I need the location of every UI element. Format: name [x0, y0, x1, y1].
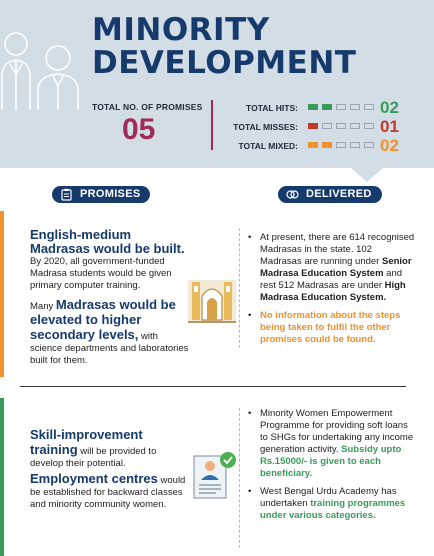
stat-bar-segment: [336, 142, 346, 148]
stat-bar-segment: [364, 123, 374, 129]
block1-column-divider: [239, 228, 240, 348]
block2-column-divider: [239, 408, 240, 548]
clipboard-icon: [60, 188, 73, 201]
block2-promise1-body: will be provided to develop their potential.: [30, 446, 157, 469]
promises-pill: [52, 186, 150, 203]
block1-promise1-body: By 2020, all government-funded Madrasa students would be given primary computer training.: [30, 256, 172, 291]
training-note: training programmes under various categories.: [260, 498, 406, 521]
promises-pill-label: PROMISES: [80, 188, 141, 200]
no-info-note: No information about the steps being taken to fulfil the other promises could be found.: [260, 310, 401, 345]
stat-bar-segment: [350, 142, 360, 148]
block2-delivered-item2: [248, 486, 416, 522]
stat-misses: [214, 119, 434, 135]
block2-promise2: [30, 472, 190, 511]
block2-promise2-body: would be established for backward classes and minority community women.: [30, 475, 186, 510]
block1-promises: [30, 228, 190, 367]
header-panel: [0, 0, 434, 168]
people-illustration-icon: [0, 14, 100, 110]
block1-promise2-pre: Many: [30, 301, 56, 312]
block2-delivered-item1: [248, 408, 416, 480]
stat-bar-segment: [336, 104, 346, 110]
stat-label: TOTAL MISSES:: [233, 122, 298, 132]
block1-delivered: [248, 232, 416, 346]
block1-promise1-heading: English-medium Madrasas would be built.: [30, 227, 185, 256]
stat-bar-segment: [364, 142, 374, 148]
handshake-icon: [286, 188, 299, 201]
stat-label: TOTAL MIXED:: [238, 141, 298, 151]
stat-bars: [308, 104, 374, 110]
block2-promises: [30, 428, 190, 511]
block1-delivered-item1: [248, 232, 416, 304]
block2-delivered: [248, 408, 416, 522]
job-application-icon: [190, 448, 240, 502]
stat-bar-segment: [350, 104, 360, 110]
promises-count-value: 05: [122, 113, 156, 146]
stat-value: 01: [380, 117, 399, 136]
stat-bar-segment: [322, 123, 332, 129]
page-title: [92, 14, 356, 80]
stat-value: 02: [380, 98, 399, 117]
block1-promise2-body: with science departments and laboratories built for them.: [30, 331, 189, 366]
text-span: Minority Women Empowerment Programme for providing soft loans to SHGs for undertaking any income generation activity.: [260, 408, 414, 455]
stat-bar-segment: [336, 123, 346, 129]
stat-bars: [308, 142, 374, 148]
stat-mixed: [214, 138, 434, 154]
stat-bars: [308, 123, 374, 129]
title-line-2: DEVELOPMENT: [92, 45, 357, 81]
header-divider: [211, 100, 213, 150]
block2-promise1: [30, 428, 190, 470]
section-divider: [20, 386, 406, 387]
title-line-1: MINORITY: [92, 12, 270, 48]
promises-count-label: TOTAL NO. OF PROMISES: [92, 102, 203, 112]
stat-bar-segment: [308, 142, 318, 148]
stat-value: 02: [380, 136, 399, 155]
header-notch: [351, 168, 383, 182]
stat-bar-segment: [308, 104, 318, 110]
delivered-pill: [278, 186, 382, 203]
stat-bar-segment: [322, 104, 332, 110]
stat-bar-segment: [322, 142, 332, 148]
block1-accent-bar: [0, 211, 4, 377]
text-bold: High Madrasa Education System.: [260, 280, 406, 303]
subsidy-note: Subsidy upto Rs.15000/- is given to each beneficiary.: [260, 444, 402, 479]
text-bold: Senior Madrasa Education System: [260, 256, 412, 279]
text-span: West Bengal Urdu Academy has undertaken: [260, 486, 397, 509]
stat-bar-segment: [364, 104, 374, 110]
text-span: At present, there are 614 recognised Madrasas in the state. 102 Madrasas are running under: [260, 232, 415, 267]
stat-label: TOTAL HITS:: [246, 103, 298, 113]
delivered-pill-label: DELIVERED: [306, 188, 372, 200]
stat-hits: [214, 100, 434, 116]
block1-promise2: [30, 298, 190, 367]
block1-delivered-item2: [248, 310, 416, 346]
stat-bar-segment: [308, 123, 318, 129]
stat-bar-segment: [350, 123, 360, 129]
block2-promise1-heading: Skill-improvement training: [30, 427, 143, 457]
text-span: and rest 512 Madrasas are under: [260, 268, 403, 291]
block2-accent-bar: [0, 398, 4, 556]
madrasa-building-icon: [186, 270, 238, 326]
block1-promise2-heading: Madrasas would be elevated to higher secondary levels,: [30, 297, 176, 342]
block2-promise2-heading: Employment centres: [30, 471, 158, 486]
